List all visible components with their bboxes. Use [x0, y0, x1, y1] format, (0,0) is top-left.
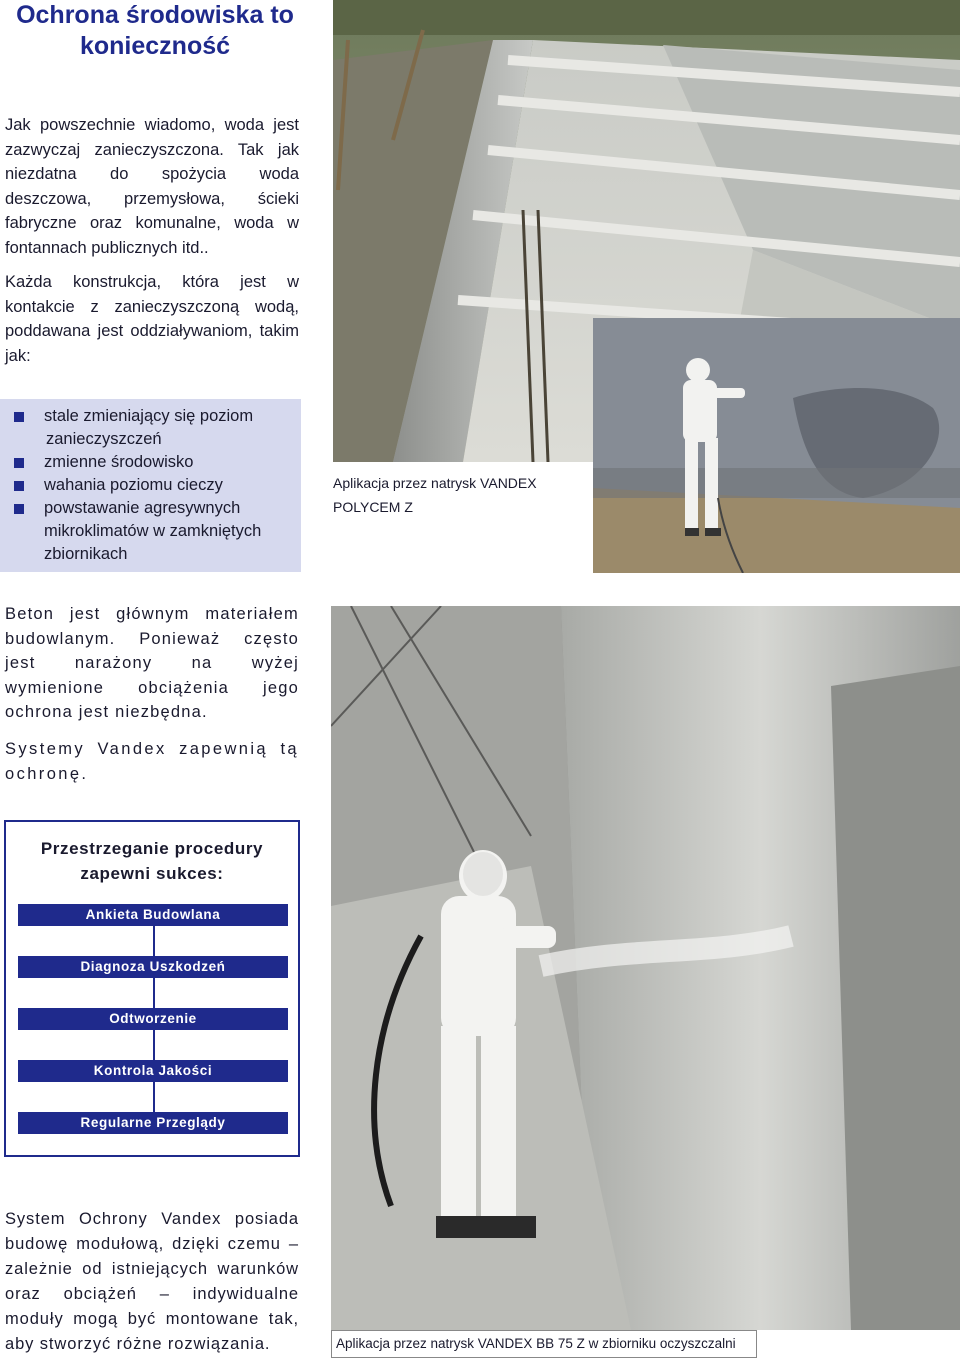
flow-connector [153, 926, 155, 956]
list-item: stale zmieniający się poziom zanieczyszczeń [14, 405, 301, 451]
step-survey: Ankieta Budowlana [18, 904, 288, 926]
photo-caption-1: Aplikacja przez natrysk VANDEX POLYCEM Z [333, 475, 537, 515]
intro-paragraph-2: Każda konstrukcja, która jest w kontakcie z zanieczyszczoną wodą, poddawana jest oddziaływaniom, takim jak: [5, 273, 299, 365]
list-item: wahania poziomu cieczy [14, 474, 301, 497]
vandex-protection-paragraph: Systemy Vandex zapewnią tą ochronę. [5, 740, 299, 783]
bullet-square-icon [14, 412, 24, 422]
modular-system-paragraph: System Ochrony Vandex posiada budowę modułową, dzięki czemu – zależnie od istniejących warunków oraz obciążeń – indywidualne moduły mogą być montowane tak, aby stworzyć różne rozwiązania. [5, 1210, 299, 1353]
concrete-paragraph: Beton jest głównym materiałem budowlanym. Ponieważ często jest narażony na wyżej wymienione obciążenia jego ochrona jest niezbędna. [5, 605, 299, 721]
flow-connector [153, 978, 155, 1008]
title-line-2: konieczność [79, 32, 231, 60]
list-item: powstawanie agresywnych mikroklimatów w zamkniętych zbiornikach [14, 497, 301, 566]
procedure-flowchart [4, 820, 300, 1157]
title-line-1: Ochrona środowiska to [16, 1, 294, 29]
photo-worker-spraying-wall [593, 318, 960, 573]
bullet-square-icon [14, 504, 24, 514]
flow-connector [153, 1082, 155, 1112]
step-quality-control: Kontrola Jakości [18, 1060, 288, 1082]
intro-paragraph-1: Jak powszechnie wiadomo, woda jest zazwyczaj zanieczyszczona. Tak jak niezdatna do spożycia woda deszczowa, przemysłowa, ścieki fabryczne oraz komunalne, woda w fontannach publicznych itd.. [5, 116, 299, 257]
photo-worker-spraying-tank [331, 606, 960, 1330]
step-diagnosis: Diagnoza Uszkodzeń [18, 956, 288, 978]
list-item: zmienne środowisko [14, 451, 301, 474]
bullet-square-icon [14, 458, 24, 468]
step-regular-inspections: Regularne Przeglądy [18, 1112, 288, 1134]
impact-list [0, 399, 301, 572]
photo-caption-2: Aplikacja przez natrysk VANDEX BB 75 Z w zbiorniku oczyszczalni [331, 1330, 757, 1358]
page-title [0, 0, 310, 62]
flow-connector [153, 1030, 155, 1060]
bullet-square-icon [14, 481, 24, 491]
step-restoration: Odtworzenie [18, 1008, 288, 1030]
flowchart-title: Przestrzeganie procedury zapewni sukces: [40, 839, 264, 883]
